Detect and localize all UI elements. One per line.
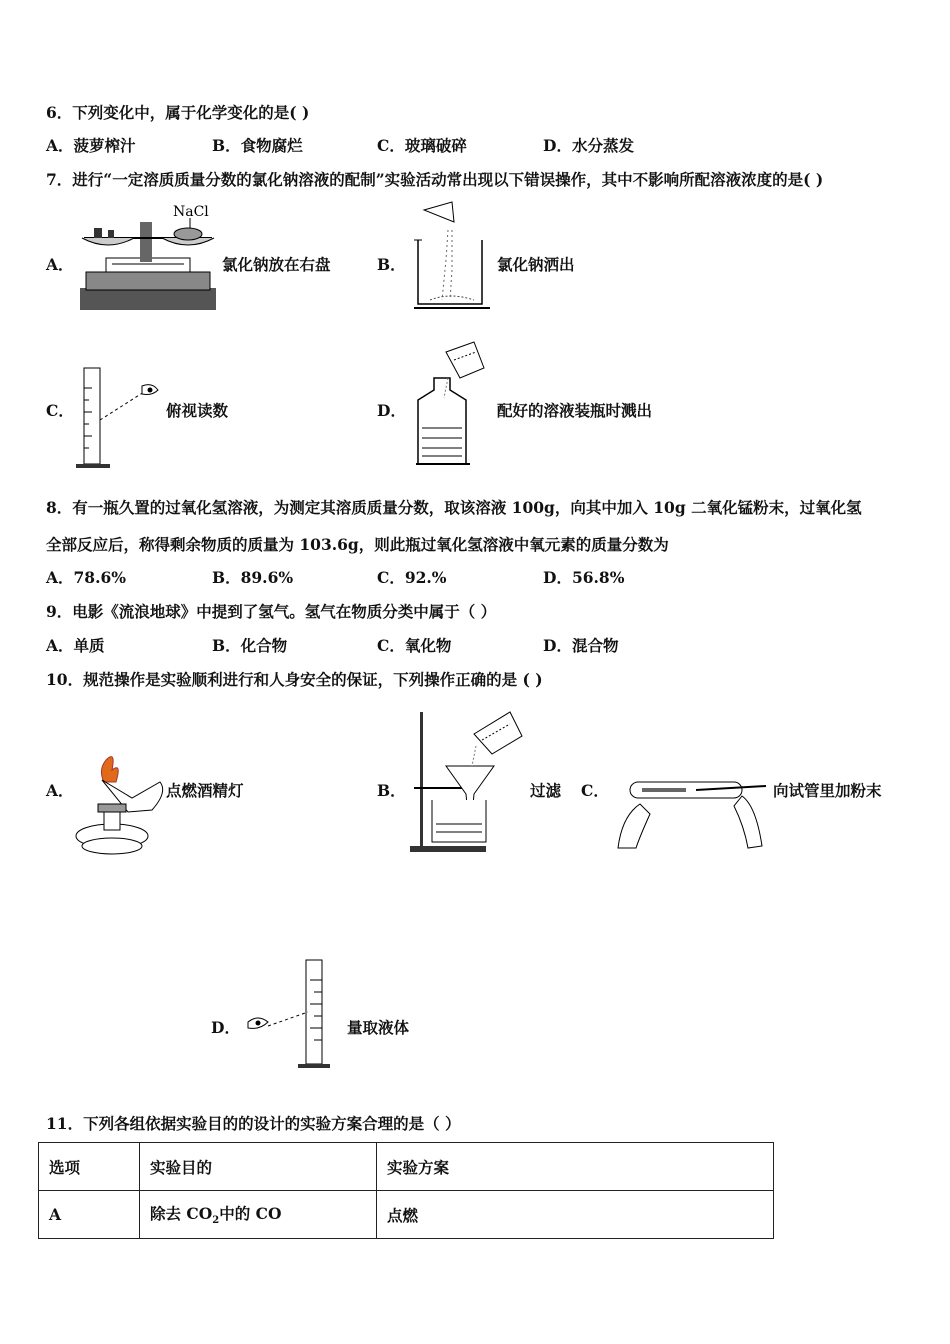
row-option: A bbox=[39, 1191, 140, 1239]
q7-c-text: 俯视读数 bbox=[166, 401, 229, 420]
q8-option-c: C．92.% bbox=[377, 568, 447, 587]
q9-stem: 9．电影《流浪地球》中提到了氢气。氢气在物质分类中属于（ ） bbox=[46, 602, 497, 621]
q7-stem: 7．进行“一定溶质质量分数的氯化钠溶液的配制”实验活动常出现以下错误操作，其中不影响所配溶液浓度的是( ) bbox=[46, 170, 824, 189]
q7-b-letter: B． bbox=[377, 255, 406, 274]
beaker-spill-figure bbox=[412, 200, 492, 312]
q11-table bbox=[38, 1142, 774, 1239]
q6-option-b: B．食物腐烂 bbox=[212, 136, 303, 155]
q10-c-text: 向试管里加粉末 bbox=[773, 781, 882, 800]
q9-option-b: B．化合物 bbox=[212, 636, 288, 655]
q11-stem: 11．下列各组依据实验目的的设计的实验方案合理的是（ ） bbox=[46, 1114, 461, 1133]
test-tube-powder-figure bbox=[616, 756, 772, 852]
table-row bbox=[39, 1191, 774, 1239]
cylinder-measure-figure bbox=[244, 956, 348, 1074]
q7-b-text: 氯化钠洒出 bbox=[497, 255, 575, 274]
alcohol-lamp-figure bbox=[72, 752, 172, 858]
q10-a-letter: A． bbox=[46, 781, 74, 800]
q10-d-text: 量取液体 bbox=[347, 1018, 410, 1037]
bottle-pouring-figure bbox=[414, 338, 498, 468]
cylinder-reading-figure bbox=[74, 364, 166, 472]
goal-suffix: 中的 CO bbox=[219, 1204, 282, 1224]
q8-option-b: B．89.6% bbox=[212, 568, 294, 587]
q10-stem: 10．规范操作是实验顺利进行和人身安全的保证，下列操作正确的是 ( ) bbox=[46, 670, 543, 689]
q6-option-d: D．水分蒸发 bbox=[543, 136, 634, 155]
q8-option-a: A．78.6% bbox=[46, 568, 127, 587]
q10-d-letter: D． bbox=[211, 1018, 240, 1037]
q8-option-d: D．56.8% bbox=[543, 568, 625, 587]
q10-a-text: 点燃酒精灯 bbox=[166, 781, 244, 800]
table-header-row bbox=[39, 1143, 774, 1191]
q9-option-c: C．氧化物 bbox=[377, 636, 452, 655]
q7-a-letter: A． bbox=[46, 255, 74, 274]
q7-a-text: 氯化钠放在右盘 bbox=[222, 255, 331, 274]
q6-option-c: C．玻璃破碎 bbox=[377, 136, 467, 155]
row-plan: 点燃 bbox=[377, 1191, 774, 1239]
q7-d-letter: D． bbox=[377, 401, 406, 420]
header-goal: 实验目的 bbox=[140, 1143, 377, 1191]
nacl-label: NaCl bbox=[173, 204, 209, 220]
q8-stem-line2: 全部反应后，称得剩余物质的质量为 103.6g，则此瓶过氧化氢溶液中氧元素的质量分数为 bbox=[46, 535, 669, 554]
q9-option-a: A．单质 bbox=[46, 636, 105, 655]
q6-stem: 6．下列变化中，属于化学变化的是( ) bbox=[46, 103, 310, 122]
goal-subscript: 2 bbox=[212, 1215, 220, 1227]
q10-b-text: 过滤 bbox=[530, 781, 562, 800]
q8-stem-line1: 8．有一瓶久置的过氧化氢溶液，为测定其溶质质量分数，取该溶液 100g，向其中加入 10g 二氧化锰粉末，过氧化氢 bbox=[46, 498, 862, 517]
goal-prefix: 除去 CO bbox=[150, 1204, 213, 1224]
balance-scale-figure bbox=[78, 200, 220, 312]
q9-option-d: D．混合物 bbox=[543, 636, 619, 655]
row-goal bbox=[140, 1191, 377, 1239]
filtration-setup-figure bbox=[406, 706, 530, 854]
q10-b-letter: B． bbox=[377, 781, 406, 800]
q7-c-letter: C． bbox=[46, 401, 74, 420]
q7-d-text: 配好的溶液装瓶时溅出 bbox=[497, 401, 653, 420]
header-plan: 实验方案 bbox=[377, 1143, 774, 1191]
q6-option-a: A．菠萝榨汁 bbox=[46, 136, 136, 155]
q10-c-letter: C． bbox=[581, 781, 609, 800]
header-option: 选项 bbox=[39, 1143, 140, 1191]
